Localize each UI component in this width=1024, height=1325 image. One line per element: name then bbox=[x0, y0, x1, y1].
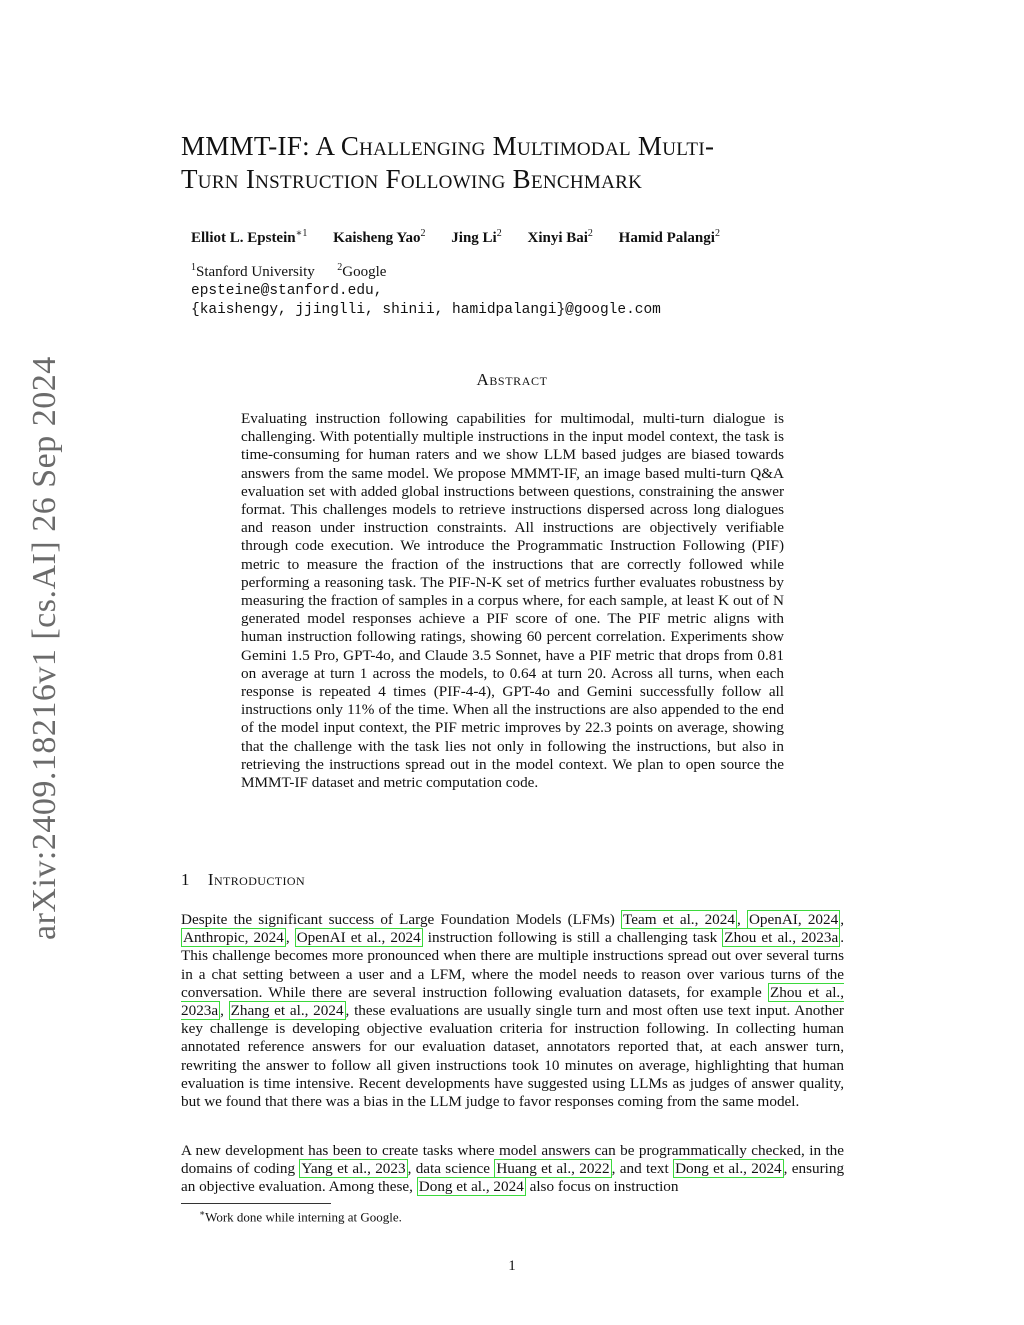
section-number: 1 bbox=[181, 870, 190, 889]
citation-link[interactable]: Zhou et al., 2023a bbox=[724, 929, 839, 947]
citation-link[interactable]: Anthropic, 2024 bbox=[183, 929, 284, 947]
author: Kaisheng Yao$^2$ bbox=[333, 228, 426, 246]
arxiv-identifier: arXiv:2409.18216v1 [cs.AI] 26 Sep 2024 bbox=[26, 356, 63, 940]
footnote: ∗Work done while interning at Google. bbox=[199, 1208, 402, 1225]
author: Elliot L. Epstein$^{∗1}$ bbox=[191, 228, 308, 246]
citation-link[interactable]: Team et al., 2024 bbox=[623, 911, 735, 928]
citation-link[interactable]: Yang et al., 2023 bbox=[301, 1160, 406, 1178]
paragraph-text: . This challenge becomes more pronounced when there are multiple instructions spread out over several turns in a chat setting between a user and a LFM, where the model needs to reason over various turns of the conversation. While there are several instruction following evaluation datasets, for example bbox=[181, 929, 844, 1001]
section-heading-introduction bbox=[181, 870, 305, 890]
author-list bbox=[191, 228, 742, 247]
section-title: Introduction bbox=[207, 870, 306, 889]
citation-link[interactable]: Dong et al., 2024 bbox=[675, 1160, 782, 1178]
affiliations: $^1$Stanford University $^2$Google bbox=[191, 262, 387, 280]
citation-link[interactable]: Zhou et al., 2023a bbox=[181, 983, 845, 1020]
citation-link[interactable]: Dong et al., 2024 bbox=[418, 1178, 524, 1196]
abstract-heading: Abstract bbox=[476, 370, 548, 389]
email-line-1: epsteine@stanford.edu, bbox=[191, 283, 383, 299]
paragraph-text: instruction following is still a challenging task bbox=[422, 929, 723, 947]
title-line-2: Turn Instruction Following Benchmark bbox=[181, 164, 643, 194]
citation-link[interactable]: OpenAI, 2024 bbox=[748, 911, 839, 928]
paper-title bbox=[181, 130, 861, 196]
author: Xinyi Bai$^2$ bbox=[527, 228, 593, 246]
author: Hamid Palangi$^2$ bbox=[618, 228, 720, 246]
paragraph-text: , ensuring an objective evaluation. Among these, bbox=[181, 1160, 845, 1196]
abstract-body: Evaluating instruction following capabilities for multimodal, multi-turn dialogue is challenging. With potentially multiple instructions in the input model context, the task is time-consuming for human raters and we show LLM based judges are biased towards answers from the same model. We propose MMMT-IF, an image based multi-turn Q&A evaluation set with added global instructions between questions, constraining the answer format. This challenges models to retrieve instructions dispersed across long dialogues and reason under instruction constraints. All instructions are objectively verifiable through code execution. We introduce the Programmatic Instruction Following (PIF) metric to measure the fraction of the instructions that are correctly followed while performing a reasoning task. The PIF-N-K set of metrics further evaluates robustness by measuring the fraction of samples in a corpus where, for each sample, at least K out of N generated model responses achieve a PIF score of one. The PIF metric aligns with human instruction following ratings, showing 60 percent correlation. Experiments show Gemini 1.5 Pro, GPT-4o, and Claude 3.5 Sonnet, have a PIF metric that drops from 0.81 on average at turn 1 across the models, to 0.64 at turn 20. Across all turns, when each response is repeated 4 times (PIF-4-4), GPT-4o and Gemini successfully follow all instructions only 11% of the time. When all the instructions are also appended to the end of the model input context, the PIF metric improves by 22.3 points on average, showing that the challenge with the task lies not only in following the instructions, but also in retrieving the instructions spread out in the model context. We plan to open source the MMMT-IF dataset and metric computation code. bbox=[241, 410, 784, 792]
page-number: 1 bbox=[508, 1258, 516, 1274]
title-line-1: MMMT-IF: A Challenging Multimodal Multi- bbox=[181, 131, 715, 161]
paragraph-text: , bbox=[736, 911, 747, 928]
affiliation-stanford: Stanford University bbox=[196, 264, 315, 280]
intro-paragraph-2 bbox=[181, 1142, 844, 1197]
citation-link[interactable]: Huang et al., 2022 bbox=[496, 1160, 610, 1178]
paragraph-text: , data science bbox=[407, 1160, 495, 1178]
citation-link[interactable]: Zhang et al., 2024 bbox=[230, 1002, 344, 1020]
paragraph-text: , bbox=[220, 1002, 229, 1020]
intro-paragraph-1 bbox=[181, 911, 844, 1111]
author: Jing Li$^2$ bbox=[451, 228, 502, 246]
citation-link[interactable]: OpenAI et al., 2024 bbox=[296, 929, 421, 947]
paragraph-text: Despite the significant success of Large Foundation Models (LFMs) bbox=[181, 911, 622, 928]
paragraph-text: A new development has been to create tasks where model answers can be programmatically checked, in the domains of coding bbox=[181, 1142, 844, 1178]
paragraph-text: , and text bbox=[611, 1160, 674, 1178]
paragraph-text: , bbox=[840, 911, 845, 928]
paragraph-text: , these evaluations are usually single turn and most often use text input. Another key challenge is developing objective evaluation criteria for instruction following. In collecting human annotated reference answers for our evaluation dataset, annotators reported that, at each answer turn, rewriting the answer to follow all given instructions took 10 minutes on average, highlighting that human evaluation is time intensive. Recent developments have suggested using LLMs as judges of answer quality, but we found that there was a bias in the LLM judge to favor responses coming from the same model. bbox=[181, 1002, 844, 1111]
paragraph-text: also focus on instruction bbox=[525, 1178, 679, 1196]
affiliation-google: Google bbox=[342, 264, 387, 280]
email-line-2: {kaishengy, jjinglli, shinii, hamidpalangi}@google.com bbox=[191, 302, 661, 318]
paragraph-text: , bbox=[285, 929, 295, 947]
footnote-divider bbox=[181, 1203, 331, 1204]
